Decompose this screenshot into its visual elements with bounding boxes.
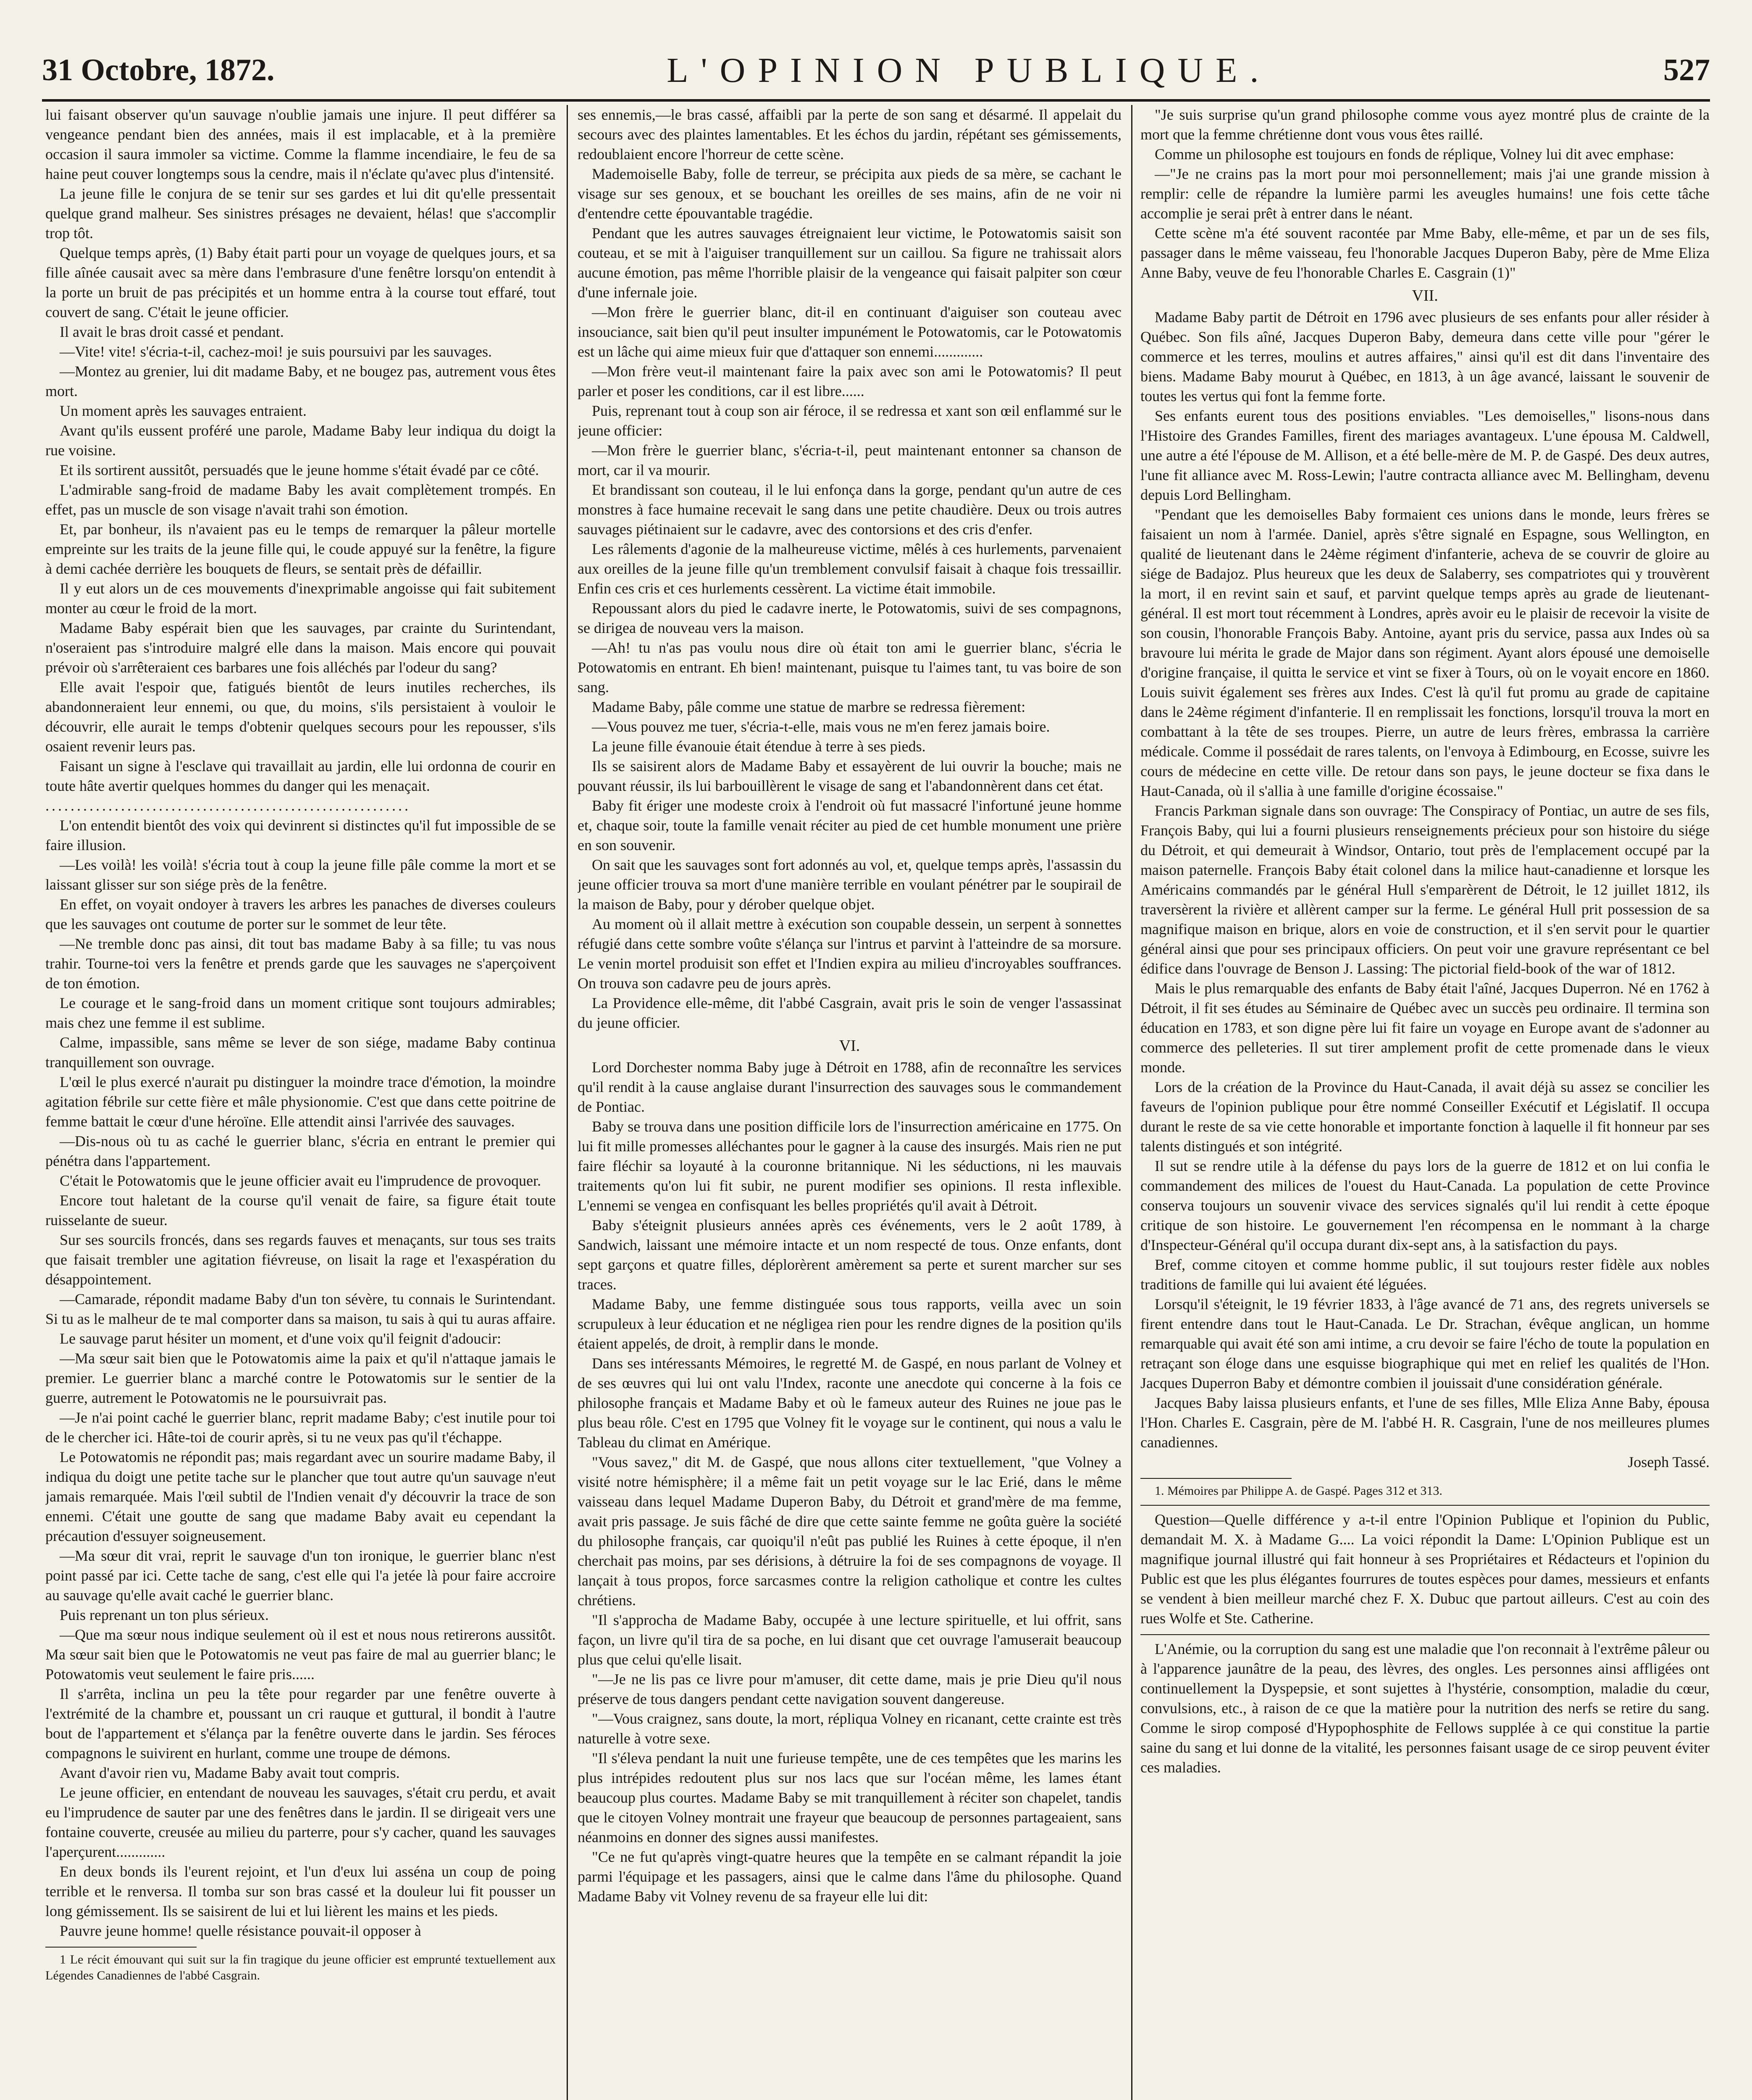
paragraph: Dans ses intéressants Mémoires, le regretté M. de Gaspé, en nous parlant de Volney et de ses œuvres qui lui ont valu l'Index, raconte une anecdote qui concerne à la fois ce philosophe français et Madame Baby et où le fameux auteur des Ruines ne joue pas le plus beau rôle. C'est en 1795 que Volney fit le voyage sur le continent, qui nous a valu le Tableau du climat en Amérique.: [578, 1355, 1122, 1451]
paragraph: Avant qu'ils eussent proféré une parole, Madame Baby leur indiqua du doigt la rue voisine.: [45, 422, 556, 459]
paragraph: Il s'arrêta, inclina un peu la tête pour regarder par une fenêtre ouverte à l'extrémité de la chambre et, poussant un cri rauque et guttural, il bondit à l'autre bout de l'appartement et s'élança par la fenêtre ouverte dans le jardin. Ses féroces compagnons le suivirent en hurlant, comme une troupe de démons.: [45, 1685, 556, 1761]
paragraph: Cette scène m'a été souvent racontée par Mme Baby, elle-même, et par un de ses fils, passager dans le même vaisseau, feu l'honorable Jacques Duperon Baby, père de Mme Eliza Anne Baby, veuve de feu l'honorable Charles E. Casgrain (1)": [1140, 225, 1710, 281]
paragraph: —Que ma sœur nous indique seulement où il est et nous nous retirerons aussitôt. Ma sœur sait bien que le Potowatomis ne veut pas faire de mal au guerrier blanc; le Potowatomis veut seulement le faire pris......: [45, 1626, 556, 1683]
paragraph: —Ma sœur dit vrai, reprit le sauvage d'un ton ironique, le guerrier blanc n'est point passé par ici. Cette tache de sang, c'est elle qui l'a jetée là pour faire accroire au sauvage qu'elle avait caché le guerrier blanc.: [45, 1547, 556, 1604]
paragraph: Quelque temps après, (1) Baby était parti pour un voyage de quelques jours, et sa fille aînée causait avec sa mère dans l'embrasure d'une fenêtre lorsqu'on entendit à la porte un bruit de pas précipités et un homme entra à la course tout effaré, tout couvert de sang. C'était le jeune officier.: [45, 244, 556, 320]
footnote-text: 1 Le récit émouvant qui suit sur la fin tragique du jeune officier est emprunté textuellement aux Légendes Canadiennes de l'abbé Casgrain.: [45, 1953, 556, 1982]
paragraph: —Vous pouvez me tuer, s'écria-t-elle, mais vous ne m'en ferez jamais boire.: [592, 718, 1050, 735]
paragraph: Encore tout haletant de la course qu'il venait de faire, sa figure était toute ruisselante de sueur.: [45, 1192, 556, 1228]
paragraph: "Je suis surprise qu'un grand philosophe comme vous ayez montré plus de crainte de la mort que la femme chrétienne dont vous vous êtes raillé.: [1140, 106, 1710, 143]
advert-question: Question—Quelle différence y a-t-il entre l'Opinion Publique et l'opinion du Public, demandait M. X. à Madame G.... La voici répondit la Dame: L'Opinion Publique est un magnifique journal illustré qui fait honneur à ses Propriétaires et Rédacteurs et l'opinion du Public est que les plus élégantes fourrures de toutes espèces pour dames, messieurs et enfants se vendent à bien meilleur marché chez F. X. Dubuc que partout ailleurs. C'est au coin des rues Wolfe et Ste. Catherine.: [1140, 1511, 1710, 1627]
paragraph: Madame Baby, une femme distinguée sous tous rapports, veilla avec un soin scrupuleux à leur éducation et ne négligea rien pour les rendre dignes de la position qu'ils étaient appelés, de droit, à remplir dans le monde.: [578, 1296, 1122, 1352]
paragraph: —Ma sœur sait bien que le Potowatomis aime la paix et qu'il n'attaque jamais le premier. Le guerrier blanc a marché contre le Potowatomis sur le sentier de la guerre, autrement le Potowatomis ne le poursuivrait pas.: [45, 1350, 556, 1406]
footnote-rule: [45, 1947, 197, 1948]
masthead-rule: [42, 99, 1710, 102]
paragraph: Ils se saisirent alors de Madame Baby et essayèrent de lui ouvrir la bouche; mais ne pouvant réussir, ils lui barbouillèrent le visage de sang et l'abandonnèrent dans cet état.: [578, 758, 1122, 794]
advert-anemie: L'Anémie, ou la corruption du sang est une maladie que l'on reconnait à l'extrême pâleur ou à l'apparence jaunâtre de la peau, des lèvres, des ongles. Les personnes ainsi affligées ont continuellement la Dyspepsie, et sont sujettes à l'hystérie, consomption, maladie du cœur, convulsions, etc., à raison de ce que la matière pour la nutrition des nerfs se retire du sang. Comme le sirop composé d'Hypophosphite de Fellows supplée à ce qui constitue la partie saine du sang et lui donne de la vitalité, les personnes faisant usage de ce sirop peuvent éviter ces maladies.: [1140, 1641, 1710, 1776]
author-signature: Joseph Tassé.: [1628, 1454, 1710, 1470]
column-1: [45, 105, 556, 2100]
section-rule: [1140, 1634, 1710, 1635]
paragraph: L'on entendit bientôt des voix qui devinrent si distinctes qu'il fut impossible de se faire illusion.: [45, 817, 556, 853]
paragraph: "Pendant que les demoiselles Baby formaient ces unions dans le monde, leurs frères se faisaient un nom à l'armée. Daniel, après s'être signalé en Espagne, sous Wellington, en qualité de lieutenant dans le 24ème régiment d'infanterie, acheva de se couvrir de gloire au siége de Badajoz. Plus heureux que les deux de Salaberry, ses compatriotes qui y trouvèrent la mort, il en revint sain et sauf, et parvint quelque temps après au grade de lieutenant-général. Il est mort tout récemment à Londres, après avoir eu le plaisir de recevoir la visite de son cousin, l'honorable François Baby. Antoine, ayant pris du service, passa aux Indes où sa bravoure lui mérita le grade de Major dans son régiment. Ayant alors épousé une demoiselle d'origine française, il quitta le service et vint se fixer à Tours, où on le voyait encore en 1860. Louis suivit également ses frères aux Indes. C'est là qu'il fut promu au grade de capitaine dans le 24ème régiment d'infanterie. Il en remplissait les fonctions, lorsqu'il trouva la mort en combattant à la tête de ses troupes. Pierre, un autre de leurs frères, embrassa la carrière médicale. Comme il possédait de rares talents, on l'envoya à Edimbourg, en Ecosse, suivre les cours de médecine en cette ville. De retour dans son pays, le jeune docteur se fixa dans le Haut-Canada, où il s'allia à une famille d'origine écossaise.": [1140, 506, 1710, 799]
paragraph: —Camarade, répondit madame Baby d'un ton sévère, tu connais le Surintendant. Si tu as le malheur de te mal comporter dans sa maison, tu sais à qui tu auras affaire.: [45, 1291, 556, 1327]
paragraph: —"Je ne crains pas la mort pour moi personnellement; mais j'ai une grande mission à remplir: celle de répandre la lumière parmi les aveugles humains! une fois cette tâche accomplie je serai prêt à entrer dans le néant.: [1140, 165, 1710, 222]
paragraph: Lorsqu'il s'éteignit, le 19 février 1833, à l'âge avancé de 71 ans, des regrets universels se firent entendre dans tout le Haut-Canada. Le Dr. Strachan, évêque anglican, un homme remarquable qui avait été son ami intime, a cru devoir se faire l'écho de toute la population en retraçant son éloge dans une esquisse biographique qui met en relief les qualités de l'Hon. Jacques Duperron Baby et démontre combien il jouissait d'une considération générale.: [1140, 1296, 1710, 1391]
paragraph: Bref, comme citoyen et comme homme public, il sut toujours rester fidèle aux nobles traditions de famille qui lui avaient été léguées.: [1140, 1256, 1710, 1293]
paragraph: On sait que les sauvages sont fort adonnés au vol, et, quelque temps après, l'assassin du jeune officier trouva sa mort d'une manière terrible en voulant pénétrer par le soupirail de la maison de Baby, pour y dérober quelque objet.: [578, 856, 1122, 913]
paragraph: Le Potowatomis ne répondit pas; mais regardant avec un sourire madame Baby, il indiqua du doigt une petite tache sur le plancher que tout autre qu'un sauvage n'eut jamais remarquée. Mais l'œil subtil de l'Indien venait d'y découvrir la trace de son ennemi. C'était une goutte de sang que madame Baby avait eu cependant la précaution d'essuyer soigneusement.: [45, 1449, 556, 1544]
paragraph: Il y eut alors un de ces mouvements d'inexprimable angoisse qui fait subitement monter au cœur le froid de la mort.: [45, 580, 556, 617]
paragraph: Pauvre jeune homme! quelle résistance pouvait-il opposer à: [60, 1922, 421, 1939]
paragraph: Les râlements d'agonie de la malheureuse victime, mêlés à ces hurlements, parvenaient aux oreilles de la jeune fille qu'un tremblement convulsif faisait à chaque fois tressaillir. Enfin ces cris et ces hurlements cessèrent. La victime était immobile.: [578, 541, 1122, 597]
paragraph: L'œil le plus exercé n'aurait pu distinguer la moindre trace d'émotion, la moindre agitation fébrile sur cette fière et mâle physionomie. C'est que dans cette poitrine de femme battait le cœur d'une héroïne. Elle attendit ainsi l'arrivée des sauvages.: [45, 1074, 556, 1130]
paragraph: Avant d'avoir rien vu, Madame Baby avait tout compris.: [60, 1764, 400, 1781]
paragraph: Un moment après les sauvages entraient.: [60, 402, 307, 419]
paragraph: Baby se trouva dans une position difficile lors de l'insurrection américaine en 1775. On lui fit mille promesses alléchantes pour le gagner à la cause des insurgés. Mais rien ne put faire fléchir sa loyauté à la couronne britannique. Ni les séductions, ni les mauvais traitements qu'on lui fit subir, ne purent modifier ses opinions. Il resta inflexible. L'ennemi se vengea en confisquant les belles propriétés qu'il avait à Détroit.: [578, 1118, 1122, 1214]
paragraph: —Vite! vite! s'écria-t-il, cachez-moi! je suis poursuivi par les sauvages.: [60, 343, 492, 360]
footnote-text: 1. Mémoires par Philippe A. de Gaspé. Pages 312 et 313.: [1155, 1484, 1442, 1498]
paragraph: —Ne tremble donc pas ainsi, dit tout bas madame Baby à sa fille; tu vas nous trahir. Tourne-toi vers la fenêtre et prends garde que les sauvages ne s'aperçoivent de ton émotion.: [45, 935, 556, 992]
column-divider: [567, 105, 568, 2100]
paragraph: Le courage et le sang-froid dans un moment critique sont toujours admirables; mais chez une femme il est sublime.: [45, 995, 556, 1031]
paragraph: En deux bonds ils l'eurent rejoint, et l'un d'eux lui asséna un coup de poing terrible et le renversa. Il tomba sur son bras cassé et la douleur lui fit pousser un long gémissement. Ils se saisirent de lui et lui lièrent les mains et les pieds.: [45, 1863, 556, 1919]
paragraph: Elle avait l'espoir que, fatigués bientôt de leurs inutiles recherches, ils abandonneraient leur ennemi, ou que, du moins, s'ils persistaient à vouloir le découvrir, elle aurait le temps d'obtenir quelques secours pour les repousser, s'ils osaient revenir leurs pas.: [45, 679, 556, 755]
paragraph: "Vous savez," dit M. de Gaspé, que nous allons citer textuellement, "que Volney a visité notre hémisphère; il a même fait un petit voyage sur le lac Erié, dans le même vaisseau dans lequel Madame Duperon Baby, du Détroit et grand'mère de ma femme, avait pris passage. Je suis fâché de dire que cette sainte femme ne goûta guère la société du philosophe français, car quoiqu'il n'eût pas publié les Ruines à cette époque, il n'en cherchait pas moins, par ses dérisions, à détruire la foi de ses compagnons de voyage. Il lançait à tous propos, force sarcasmes contre la religion catholique et contre les cultes chrétiens.: [578, 1454, 1122, 1609]
paragraph: Et ils sortirent aussitôt, persuadés que le jeune homme s'était évadé par ce côté.: [60, 462, 539, 478]
paragraph: Baby fit ériger une modeste croix à l'endroit où fut massacré l'infortuné jeune homme et, chaque soir, toute la famille venait réciter au pied de cet humble monument une prière en son souvenir.: [578, 797, 1122, 853]
paragraph: —Ah! tu n'as pas voulu nous dire où était ton ami le guerrier blanc, s'écria le Potowatomis en entrant. Eh bien! maintenant, puisque tu l'aimes tant, tu vas boire de son sang.: [578, 639, 1122, 696]
paragraph: Le sauvage parut hésiter un moment, et d'une voix qu'il feignit d'adoucir:: [60, 1330, 502, 1347]
paragraph: —Mon frère le guerrier blanc, dit-il en continuant d'aiguiser son couteau avec insouciance, sait bien qu'il peut insulter impunément le Potowatomis, car le Potowatomis est un lâche qui aime mieux fuir que d'attaquer son ennemi.............: [578, 304, 1122, 360]
ellipsis-separator: ..........................................................: [45, 797, 411, 814]
paragraph: Comme un philosophe est toujours en fonds de réplique, Volney lui dit avec emphase:: [1155, 146, 1674, 163]
paragraph: Puis, reprenant tout à coup son air féroce, il se redressa et xant son œil enflammé sur le jeune officier:: [578, 402, 1122, 439]
paragraph: Pendant que les autres sauvages étreignaient leur victime, le Potowatomis saisit son couteau, et se mit à l'aiguiser tranquillement sur un caillou. Sa figure ne trahissait alors aucune émotion, pas même l'horrible plaisir de la vengeance qui faisait palpiter son cœur d'une infernale joie.: [578, 225, 1122, 301]
paragraph: "Il s'éleva pendant la nuit une furieuse tempête, une de ces tempêtes que les marins les plus intrépides redoutent plus sur nos lacs que sur l'océan même, les lames étant beaucoup plus courtes. Madame Baby se mit tranquillement à réciter son chapelet, tandis que le citoyen Volney montrait une frayeur que beaucoup de personnes partageaient, sans néanmoins en donner des signes aussi manifestes.: [578, 1750, 1122, 1845]
section-heading: VII.: [1412, 287, 1438, 304]
paragraph: —Dis-nous où tu as caché le guerrier blanc, s'écria en entrant le premier qui pénétra dans l'appartement.: [45, 1133, 556, 1169]
column-3: [1140, 105, 1710, 2100]
paragraph: —Montez au grenier, lui dit madame Baby, et ne bougez pas, autrement vous êtes mort.: [45, 363, 556, 399]
paragraph: Lord Dorchester nomma Baby juge à Détroit en 1788, afin de reconnaître les services qu'il rendit à la cause anglaise durant l'insurrection des sauvages sous le commandement de Pontiac.: [578, 1059, 1122, 1115]
paragraph: Mais le plus remarquable des enfants de Baby était l'aîné, Jacques Duperron. Né en 1762 à Détroit, il fit ses études au Séminaire de Québec avec un succès peu ordinaire. Il termina son éducation en 1783, et son digne père lui fit faire un voyage en Europe avant de s'adonner au commerce des pelleteries. Il sut tirer amplement profit de cette promenade dans le vieux monde.: [1140, 980, 1710, 1076]
masthead: [42, 45, 1710, 95]
paragraph: lui faisant observer qu'un sauvage n'oublie jamais une injure. Il peut différer sa vengeance pendant bien des années, mais il est implacable, et à la première occasion il saura immoler sa victime. Comme la flamme incendiaire, le feu de sa haine peut couver longtemps sous la cendre, mais il n'éclate qu'avec plus d'intensité.: [45, 106, 556, 182]
column-divider: [1131, 105, 1132, 2100]
paragraph: —Les voilà! les voilà! s'écria tout à coup la jeune fille pâle comme la mort et se laissant glisser sur son siége près de la fenêtre.: [45, 856, 556, 893]
paragraph: La jeune fille le conjura de se tenir sur ses gardes et lui dit qu'elle pressentait quelque grand malheur. Ses sinistres présages ne devaient, hélas! que s'accomplir trop tôt.: [45, 185, 556, 242]
paragraph: L'admirable sang-froid de madame Baby les avait complètement trompés. En effet, pas un muscle de son visage n'avait trahi son émotion.: [45, 481, 556, 518]
paragraph: ses ennemis,—le bras cassé, affaibli par la perte de son sang et désarmé. Il appelait du secours avec des plaintes lamentables. Et les échos du jardin, répétant ses gémissements, redoublaient encore l'horreur de cette scène.: [578, 106, 1122, 163]
footnote: [1140, 1483, 1710, 1499]
paragraph: Sur ses sourcils froncés, dans ses regards fauves et menaçants, sur tous ses traits que faisait trembler une agitation fiévreuse, on lisait la rage et l'exaspération du désappointement.: [45, 1231, 556, 1288]
paragraph: Mademoiselle Baby, folle de terreur, se précipita aux pieds de sa mère, se cachant le visage sur ses genoux, et se bouchant les oreilles de ses mains, afin de ne voir ni d'entendre cette épouvantable tragédie.: [578, 165, 1122, 222]
paragraph: Puis reprenant un ton plus sérieux.: [60, 1606, 269, 1623]
paragraph: Jacques Baby laissa plusieurs enfants, et l'une de ses filles, Mlle Eliza Anne Baby, épousa l'Hon. Charles E. Casgrain, père de M. l'abbé H. R. Casgrain, l'une de nos meilleures plumes canadiennes.: [1140, 1394, 1710, 1451]
paragraph: "—Vous craignez, sans doute, la mort, répliqua Volney en ricanant, cette crainte est très naturelle à votre sexe.: [578, 1710, 1122, 1747]
section-rule: [1140, 1505, 1710, 1506]
newspaper-title: L'OPINION PUBLIQUE.: [667, 50, 1271, 90]
paragraph: En effet, on voyait ondoyer à travers les arbres les panaches de diverses couleurs que les sauvages ont coutume de porter sur le sommet de leur tête.: [45, 896, 556, 932]
paragraph: Lors de la création de la Province du Haut-Canada, il avait déjà su assez se concilier les faveurs de l'opinion publique pour être nommé Conseiller Exécutif et Législatif. Il occupa durant le reste de sa vie cette honorable et importante fonction à laquelle il fit honneur par ses talents distingués et son intégrité.: [1140, 1079, 1710, 1155]
paragraph: Au moment où il allait mettre à exécution son coupable dessein, un serpent à sonnettes réfugié dans cette sombre voûte s'élança sur l'intrus et parvint à l'atteindre de sa morsure. Le venin mortel produisit son effet et l'Indien expira au milieu d'incroyables souffrances. On trouva son cadavre peu de jours après.: [578, 916, 1122, 992]
paragraph: C'était le Potowatomis que le jeune officier avait eu l'imprudence de provoquer.: [60, 1172, 541, 1189]
paragraph: "Il s'approcha de Madame Baby, occupée à une lecture spirituelle, et lui offrit, sans façon, un livre qu'il tira de sa poche, en lui disant que cet ouvrage l'amuserait beaucoup plus que celui qu'elle lisait.: [578, 1612, 1122, 1668]
paragraph: La Providence elle-même, dit l'abbé Casgrain, avait pris le soin de venger l'assassinat du jeune officier.: [578, 995, 1122, 1031]
paragraph: Baby s'éteignit plusieurs années après ces événements, vers le 2 août 1789, à Sandwich, laissant une mémoire intacte et un nom respecté de tous. Onze enfants, dont sept garçons et quatre filles, déplorèrent amèrement sa perte et surent marcher sur ses traces.: [578, 1217, 1122, 1293]
paragraph: Il sut se rendre utile à la défense du pays lors de la guerre de 1812 et on lui confia le commandement des milices de l'ouest du Haut-Canada. La population de cette Province conserva toujours un souvenir vivace des services signalés qu'il lui rendit à cette époque critique de son histoire. Le gouvernement l'en récompensa en le nommant à la charge d'Inspecteur-Général qu'il occupa durant dix-sept ans, à la satisfaction du pays.: [1140, 1158, 1710, 1253]
issue-date: 31 Octobre, 1872.: [42, 52, 275, 87]
paragraph: Calme, impassible, sans même se lever de son siége, madame Baby continua tranquillement son ouvrage.: [45, 1034, 556, 1071]
paragraph: La jeune fille évanouie était étendue à terre à ses pieds.: [592, 738, 926, 755]
paragraph: —Je n'ai point caché le guerrier blanc, reprit madame Baby; c'est inutile pour toi de le chercher ici. Hâte-toi de courir après, si tu ne veux pas qu'il t'échappe.: [45, 1409, 556, 1446]
paragraph: Madame Baby, pâle comme une statue de marbre se redressa fièrement:: [592, 698, 1026, 715]
page-number: 527: [1663, 52, 1710, 87]
footnote: [45, 1952, 556, 1984]
paragraph: Et, par bonheur, ils n'avaient pas eu le temps de remarquer la pâleur mortelle empreinte sur les traits de la jeune fille qui, le coude appuyé sur la fenêtre, la figure à demi cachée derrière les bouquets de fleurs, se sentait près de défaillir.: [45, 521, 556, 577]
paragraph: Faisant un signe à l'esclave qui travaillait au jardin, elle lui ordonna de courir en toute hâte avertir quelques hommes du danger qui les menaçait.: [45, 758, 556, 794]
paragraph: Madame Baby partit de Détroit en 1796 avec plusieurs de ses enfants pour aller résider à Québec. Son fils aîné, Jacques Duperon Baby, demeura dans cette ville pour "gérer le commerce et les terres, moulins et autres affaires," ainsi qu'il est dit dans l'inventaire des biens. Madame Baby mourut à Québec, en 1813, à un âge avancé, laissant le souvenir de toutes les vertus qui font la femme forte.: [1140, 309, 1710, 404]
paragraph: —Mon frère le guerrier blanc, s'écria-t-il, peut maintenant entonner sa chanson de mort, car il va mourir.: [578, 442, 1122, 478]
paragraph: Repoussant alors du pied le cadavre inerte, le Potowatomis, suivi de ses compagnons, se dirigea de nouveau vers la maison.: [578, 600, 1122, 636]
paragraph: Ses enfants eurent tous des positions enviables. "Les demoiselles," lisons-nous dans l'Histoire des Grandes Familles, firent des mariages avantageux. L'une épousa M. Caldwell, une autre a été l'épouse de M. Allison, et a été belle-mère de M. P. de Gaspé. Des deux autres, l'une fit alliance avec M. Ross-Lewin; l'autre contracta alliance avec M. Bellingham, devenu depuis Lord Bellingham.: [1140, 407, 1710, 503]
paragraph: "—Je ne lis pas ce livre pour m'amuser, dit cette dame, mais je prie Dieu qu'il nous préserve de tous dangers pendant cette navigation souvent dangereuse.: [578, 1671, 1122, 1707]
paragraph: —Mon frère veut-il maintenant faire la paix avec son ami le Potowatomis? Il peut parler et poser les conditions, car il est libre......: [578, 363, 1122, 399]
paragraph: "Ce ne fut qu'après vingt-quatre heures que la tempête en se calmant répandit la joie parmi l'équipage et les passagers, ainsi que le calme dans l'âme du philosophe. Quand Madame Baby vit Volney revenu de sa frayeur elle lui dit:: [578, 1848, 1122, 1905]
column-2: [578, 105, 1122, 2100]
paragraph: Il avait le bras droit cassé et pendant.: [60, 323, 284, 340]
paragraph: Le jeune officier, en entendant de nouveau les sauvages, s'était cru perdu, et avait eu l'imprudence de sauter par une des fenêtres dans le jardin. Il se dirigeait vers une fontaine couverte, creusée au milieu du parterre, pour s'y cacher, quand les sauvages l'aperçurent.............: [45, 1784, 556, 1860]
section-heading: VI.: [839, 1037, 860, 1055]
paragraph: Francis Parkman signale dans son ouvrage: The Conspiracy of Pontiac, un autre de ses fils, François Baby, qui lui a fourni plusieurs renseignements précieux pour son histoire du siége du Détroit, et qui demeurait à Windsor, Ontario, tout près de l'emplacement occupé par la maison paternelle. François Baby était colonel dans la milice haut-canadienne et lorsque les Américains commandés par le général Hull s'emparèrent de Détroit, le 12 juillet 1812, ils traversèrent la rivière et allèrent camper sur la ferme. Le général Hull prit possession de sa magnifique maison en brique, alors en voie de construction, et il s'en servit pour le quartier général ainsi que pour ses principaux officiers. On peut voir une gravure représentant ce bel édifice dans l'ouvrage de Benson J. Lassing: The pictorial field-book of the war of 1812.: [1140, 802, 1710, 977]
footnote-rule: [1140, 1478, 1292, 1479]
paragraph: Et brandissant son couteau, il le lui enfonça dans la gorge, pendant qu'un autre de ces monstres à face humaine recevait le sang dans une petite chaudière. Deux ou trois autres sauvages piétinaient sur le cadavre, avec des contorsions et des cris d'enfer.: [578, 481, 1122, 538]
paragraph: Madame Baby espérait bien que les sauvages, par crainte du Surintendant, n'oseraient pas s'introduire malgré elle dans la maison. Mais encore qui pouvait prévoir où s'arrêteraient ces barbares une fois alléchés par l'odeur du sang?: [45, 620, 556, 676]
